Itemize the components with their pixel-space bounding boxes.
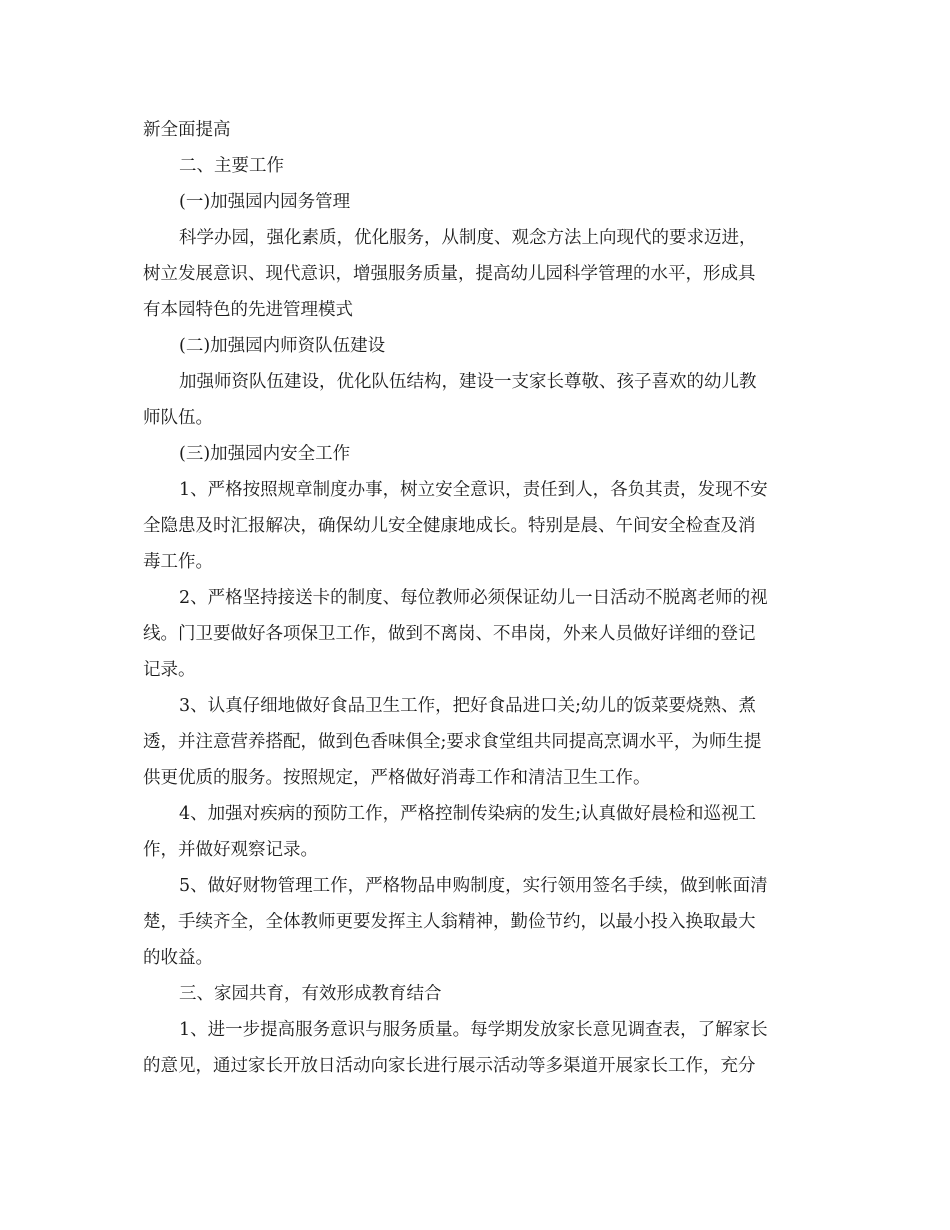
text-line: 供更优质的服务。按照规定，严格做好消毒工作和清洁卫生工作。 <box>143 768 651 788</box>
text-line: 5、做好财物管理工作，严格物品申购制度，实行领用签名手续，做到帐面清 <box>179 876 768 896</box>
subsection-heading: (一)加强园内园务管理 <box>179 192 351 212</box>
subsection-heading: (二)加强园内师资队伍建设 <box>179 336 386 356</box>
text-line: 树立发展意识、现代意识，增强服务质量，提高幼儿园科学管理的水平，形成具 <box>143 264 756 284</box>
text-line: 新全面提高 <box>143 120 231 140</box>
text-line: 科学办园，强化素质，优化服务，从制度、观念方法上向现代的要求迈进， <box>179 228 757 248</box>
text-line: 3、认真仔细地做好食品卫生工作，把好食品进口关;幼儿的饭菜要烧熟、煮 <box>179 696 757 716</box>
text-line: 记录。 <box>143 660 196 680</box>
text-line: 全隐患及时汇报解决，确保幼儿安全健康地成长。特别是晨、午间安全检查及消 <box>143 516 756 536</box>
text-line: 加强师资队伍建设，优化队伍结构，建设一支家长尊敬、孩子喜欢的幼儿教 <box>179 372 757 392</box>
text-line: 作，并做好观察记录。 <box>143 840 318 860</box>
text-line: 有本园特色的先进管理模式 <box>143 300 353 320</box>
text-line: 透，并注意营养搭配，做到色香味俱全;要求食堂组共同提高烹调水平，为师生提 <box>143 732 762 752</box>
text-line: 4、加强对疾病的预防工作，严格控制传染病的发生;认真做好晨检和巡视工 <box>179 804 757 824</box>
text-line: 线。门卫要做好各项保卫工作，做到不离岗、不串岗，外来人员做好详细的登记 <box>143 624 756 644</box>
subsection-heading: (三)加强园内安全工作 <box>179 444 351 464</box>
section-heading: 二、主要工作 <box>179 156 284 176</box>
text-line: 师队伍。 <box>143 408 213 428</box>
document-page <box>143 112 813 1084</box>
text-line: 1、进一步提高服务意识与服务质量。每学期发放家长意见调查表，了解家长 <box>179 1020 768 1040</box>
text-line: 的意见，通过家长开放日活动向家长进行展示活动等多渠道开展家长工作，充分 <box>143 1056 756 1076</box>
text-line: 毒工作。 <box>143 552 213 572</box>
text-line: 1、严格按照规章制度办事，树立安全意识，责任到人，各负其责，发现不安 <box>179 480 768 500</box>
text-line: 楚，手续齐全，全体教师更要发挥主人翁精神，勤俭节约，以最小投入换取最大 <box>143 912 756 932</box>
section-heading: 三、家园共育，有效形成教育结合 <box>179 984 442 1004</box>
text-line: 的收益。 <box>143 948 213 968</box>
text-line: 2、严格坚持接送卡的制度、每位教师必须保证幼儿一日活动不脱离老师的视 <box>179 588 768 608</box>
